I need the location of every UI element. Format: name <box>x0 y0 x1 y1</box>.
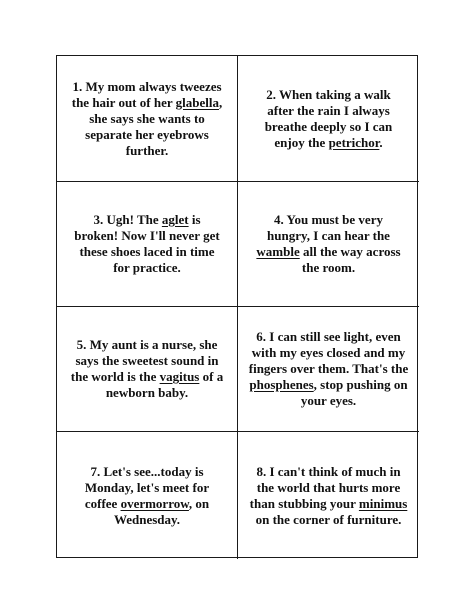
card-text-after: on the corner of furniture. <box>255 511 402 527</box>
vocab-term: wamble <box>256 244 300 259</box>
card-1 <box>57 56 238 182</box>
card-text-after: all the way across the room. <box>299 244 401 275</box>
card-text-after: . <box>379 134 383 150</box>
vocab-term: aglet <box>161 212 189 227</box>
card-3 <box>57 182 238 307</box>
card-text-before: 3. Ugh! The <box>93 212 162 227</box>
card-8 <box>238 432 419 559</box>
card-4 <box>238 182 419 307</box>
card-sentence <box>256 87 401 151</box>
card-text-before: 4. You must be very hungry, I can hear the <box>267 212 390 243</box>
vocab-term: minimus <box>358 495 408 511</box>
card-7 <box>57 432 238 559</box>
card-sentence <box>244 329 413 409</box>
card-2 <box>238 56 419 182</box>
card-5 <box>57 307 238 432</box>
card-text-after: is broken! Now I'll never get these shoes laced in time for practice. <box>74 212 220 275</box>
card-sentence <box>66 337 228 401</box>
card-sentence <box>72 212 222 276</box>
vocab-term: glabella <box>175 94 219 110</box>
vocab-term: phosphenes <box>249 377 314 392</box>
card-text-before: 8. I can't think of much in the world that hurts more than stubbing your <box>249 463 401 511</box>
card-sentence <box>254 212 404 276</box>
vocab-term: petrichor <box>328 134 380 150</box>
card-text-before: 5. My aunt is a nurse, she says the sweetest sound in the world is the <box>70 337 219 384</box>
vocab-term: vagitus <box>159 369 200 384</box>
card-sentence <box>70 464 225 528</box>
vocab-term: overmorrow <box>120 495 189 511</box>
card-6 <box>238 307 419 432</box>
card-text-before: 1. My mom always tweezes the hair out of her <box>71 78 222 110</box>
card-text-after: , she says she wants to separate her eyebrows further. <box>85 94 223 158</box>
card-sentence <box>249 464 409 528</box>
card-text-before: 6. I can still see light, even with my eyes closed and my fingers over them. That's the <box>248 329 409 376</box>
card-text-after: , stop pushing on your eyes. <box>300 377 408 408</box>
card-text-before: 2. When taking a walk after the rain I always breathe deeply so I can enjoy the <box>264 86 393 150</box>
card-sentence <box>67 79 227 159</box>
card-grid <box>56 55 418 558</box>
card-text-after: , on Wednesday. <box>113 495 210 527</box>
card-text-after: of a newborn baby. <box>105 369 224 400</box>
card-text-before: 7. Let's see...today is Monday, let's meet for coffee <box>84 463 210 511</box>
